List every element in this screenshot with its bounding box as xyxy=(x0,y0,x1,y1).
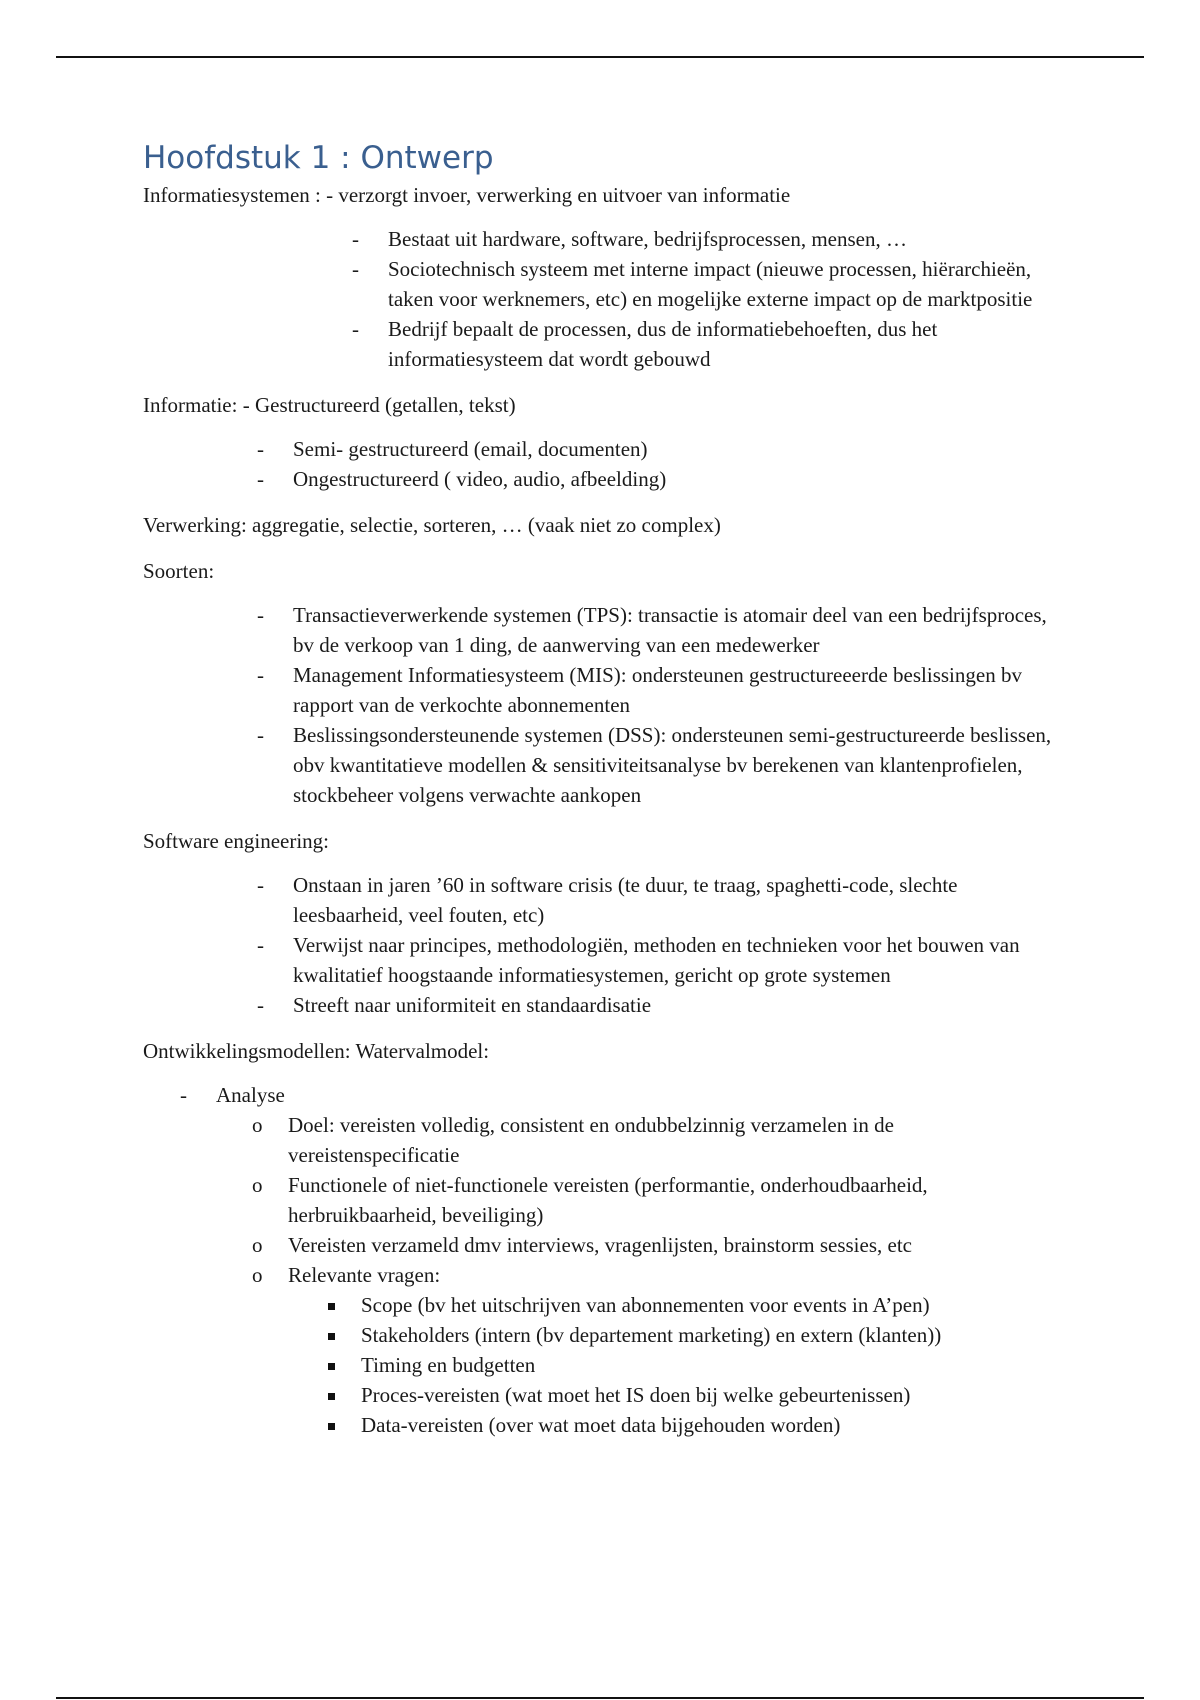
list-item: - Bestaat uit hardware, software, bedrijfsprocessen, mensen, … xyxy=(388,224,1063,254)
analyse-label: Analyse xyxy=(216,1083,285,1107)
verwerking-paragraph: Verwerking: aggregatie, selectie, sorteren, … (vaak niet zo complex) xyxy=(143,513,721,537)
intro-paragraph: Informatiesystemen : - verzorgt invoer, verwerking en uitvoer van informatie xyxy=(143,183,791,207)
list-item: - Streeft naar uniformiteit en standaardisatie xyxy=(293,990,1063,1020)
list-item: - Semi- gestructureerd (email, documenten) xyxy=(293,434,1063,464)
list-item: o Vereisten verzameld dmv interviews, vragenlijsten, brainstorm sessies, etc xyxy=(288,1230,1063,1260)
list-item: - Verwijst naar principes, methodologiën, methoden en technieken voor het bouwen van kwalitatief hoogstaande informatiesystemen, gericht op grote systemen xyxy=(293,930,1063,990)
dash-bullet: - xyxy=(352,227,359,251)
list-item: - Ongestructureerd ( video, audio, afbeelding) xyxy=(293,464,1063,494)
square-bullet-icon xyxy=(328,1423,335,1430)
square-bullet-icon xyxy=(328,1303,335,1310)
waterval-list xyxy=(143,1080,1063,1440)
dash-bullet: - xyxy=(257,723,264,747)
dash-bullet: - xyxy=(257,873,264,897)
dash-bullet: - xyxy=(352,317,359,341)
list-item: Timing en budgetten xyxy=(361,1350,1063,1380)
vragen-list xyxy=(288,1290,1063,1440)
chapter-heading: Hoofdstuk 1 : Ontwerp xyxy=(143,140,494,176)
dash-bullet: - xyxy=(257,603,264,627)
circle-bullet: o xyxy=(252,1173,263,1197)
header-rule xyxy=(56,56,1144,58)
list-item: - Onstaan in jaren ’60 in software crisis (te duur, te traag, spaghetti-code, slechte leesbaarheid, veel fouten, etc) xyxy=(293,870,1063,930)
list-item: - Bedrijf bepaalt de processen, dus de informatiebehoeften, dus het informatiesysteem dat wordt gebouwd xyxy=(388,314,1063,374)
intro-list xyxy=(143,224,1063,374)
list-item: - Sociotechnisch systeem met interne impact (nieuwe processen, hiërarchieën, taken voor werknemers, etc) en mogelijke externe impact op de marktpositie xyxy=(388,254,1063,314)
list-item: - Management Informatiesysteem (MIS): ondersteunen gestructureeerde beslissingen bv rapport van de verkochte abonnementen xyxy=(293,660,1063,720)
list-item: Data-vereisten (over wat moet data bijgehouden worden) xyxy=(361,1410,1063,1440)
software-list xyxy=(143,870,1063,1020)
list-item: o Relevante vragen: Scope (bv het uitschrijven van abonnementen voor events in A’pen) Stakeholders (intern (bv departement marketing) en extern (klanten)) Timing en budgetten Proces-vereisten (wat moet het IS doen bij welke gebeurtenissen) Data-vereisten (over wat moet data bijgehouden worden) xyxy=(288,1260,1063,1440)
square-bullet-icon xyxy=(328,1333,335,1340)
dash-bullet: - xyxy=(257,437,264,461)
circle-bullet: o xyxy=(252,1233,263,1257)
list-item: Scope (bv het uitschrijven van abonnementen voor events in A’pen) xyxy=(361,1290,1063,1320)
circle-bullet: o xyxy=(252,1113,263,1137)
list-item xyxy=(180,1080,1063,1440)
modellen-heading: Ontwikkelingsmodellen: Watervalmodel: xyxy=(143,1039,490,1063)
informatie-paragraph: Informatie: - Gestructureerd (getallen, tekst) xyxy=(143,393,516,417)
dash-bullet: - xyxy=(180,1083,187,1107)
list-item: o Doel: vereisten volledig, consistent en ondubbelzinnig verzamelen in de vereistenspecificatie xyxy=(288,1110,1063,1170)
informatie-list xyxy=(143,434,1063,494)
square-bullet-icon xyxy=(328,1393,335,1400)
dash-bullet: - xyxy=(352,257,359,281)
list-item: - Beslissingsondersteunende systemen (DSS): ondersteunen semi-gestructureerde beslissen, obv kwantitatieve modellen & sensitiviteitsanalyse bv berekenen van klantenprofielen, stockbeheer volgens verwachte aankopen xyxy=(293,720,1063,810)
footer-rule xyxy=(56,1697,1144,1699)
list-item: o Functionele of niet-functionele vereisten (performantie, onderhoudbaarheid, herbruikbaarheid, beveiliging) xyxy=(288,1170,1063,1230)
dash-bullet: - xyxy=(257,933,264,957)
software-heading: Software engineering: xyxy=(143,829,330,853)
list-item: Stakeholders (intern (bv departement marketing) en extern (klanten)) xyxy=(361,1320,1063,1350)
dash-bullet: - xyxy=(257,663,264,687)
soorten-list xyxy=(143,600,1063,810)
square-bullet-icon xyxy=(328,1363,335,1370)
dash-bullet: - xyxy=(257,993,264,1017)
circle-bullet: o xyxy=(252,1263,263,1287)
list-item: Proces-vereisten (wat moet het IS doen bij welke gebeurtenissen) xyxy=(361,1380,1063,1410)
document-body xyxy=(143,138,1063,1440)
dash-bullet: - xyxy=(257,467,264,491)
soorten-heading: Soorten: xyxy=(143,559,215,583)
analyse-list xyxy=(216,1110,1063,1440)
list-item: - Transactieverwerkende systemen (TPS): transactie is atomair deel van een bedrijfsproces, bv de verkoop van 1 ding, de aanwerving van een medewerker xyxy=(293,600,1063,660)
